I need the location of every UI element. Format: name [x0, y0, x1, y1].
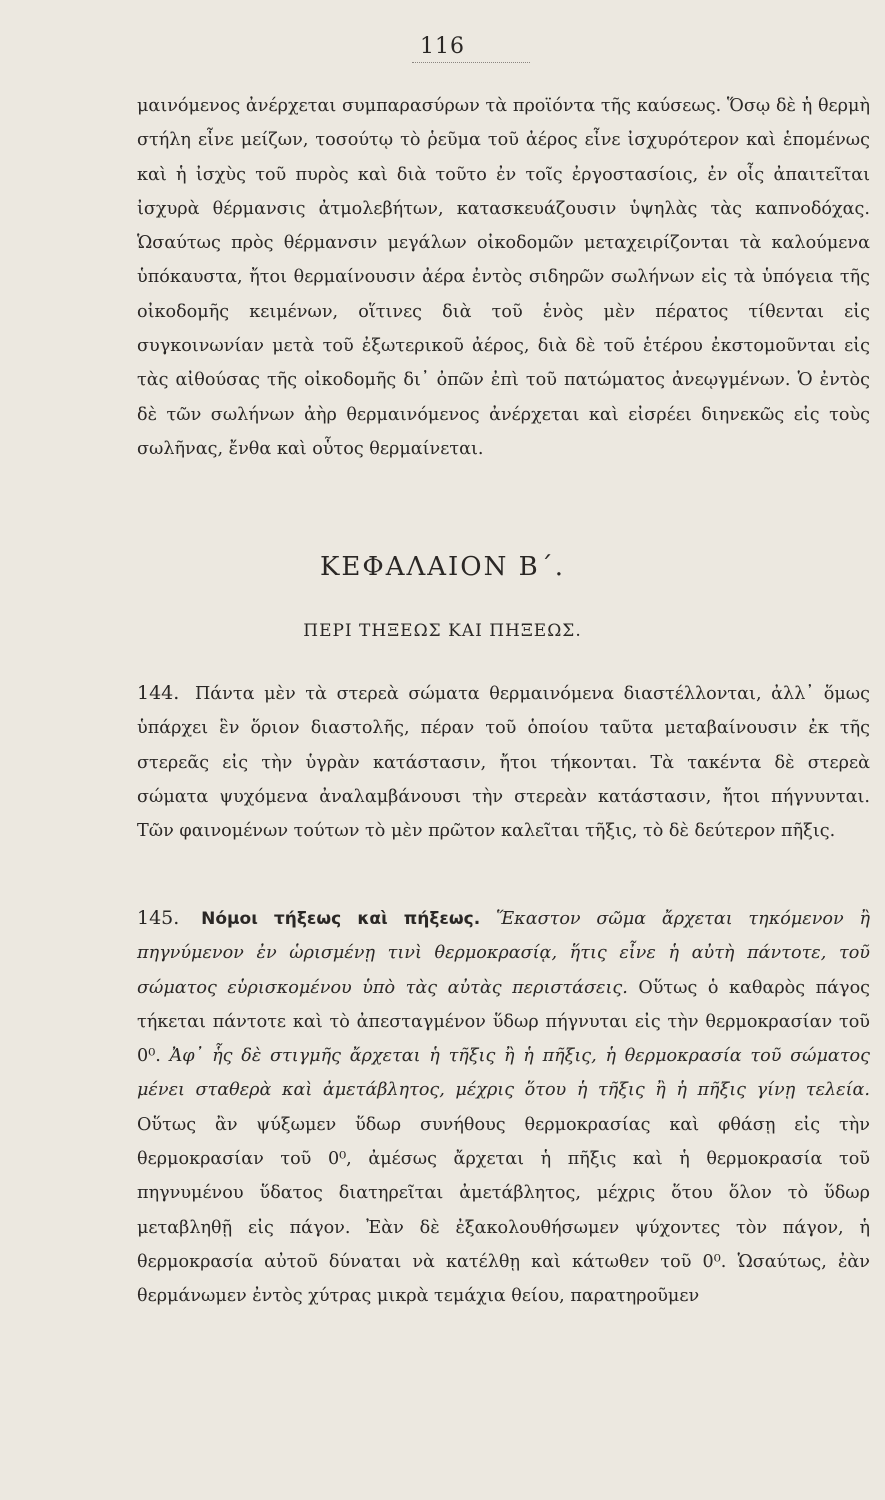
section-145-text-a: Οὕτως ὁ καθαρὸς πάγος τήκεται πάντοτε καὶ τὸ ἀπεσταγμένον ὕδωρ πήγνυται εἰς τὴν θερμοκρασίαν τοῦ 0⁰.	[137, 977, 871, 1067]
chapter-title: ΚΕΦΑΛΑΙΟΝ Β΄.	[319, 552, 566, 582]
section-145-italic-text-b: Ἀφ᾽ ἧς δὲ στιγμῆς ἄρχεται ἡ τῆξις ἢ ἡ πῆξις, ἡ θερμοκρασία τοῦ σώματος μένει σταθερὰ καὶ ἀμετάβλητος, μέχρις ὅτου ἡ τῆξις ἢ ἡ πῆξις γίνῃ τελεία.	[137, 1046, 870, 1101]
section-144-paragraph	[137, 676, 870, 848]
section-144-number: 144.	[137, 682, 180, 704]
page-number: 116	[420, 34, 465, 59]
section-145-number: 145.	[137, 907, 180, 929]
section-145-paragraph	[137, 901, 870, 1314]
section-145-italic-text: Ἕκαστον σῶμα ἄρχεται τηκόμενον ἢ πηγνύμενον ἐν ὡρισμένῃ τινὶ θερμοκρασίᾳ, ἥτις εἶνε ἡ αὐτὴ πάντοτε, τοῦ σώματος εὑρισκομένου ὑπὸ τὰς αὐτὰς περιστάσεις.	[137, 909, 871, 998]
intro-paragraph: μαινόμενος ἀνέρχεται συμπαρασύρων τὰ προϊόντα τῆς καύσεως. Ὅσῳ δὲ ἡ θερμὴ στήλη εἶνε μείζων, τοσούτῳ τὸ ῥεῦμα τοῦ ἀέρος εἶνε ἰσχυρότερον καὶ ἑπομένως καὶ ἡ ἰσχὺς τοῦ πυρὸς καὶ διὰ τοῦτο ἐν τοῖς ἐργοστασίοις, ἐν οἷς ἀπαιτεῖται ἰσχυρὰ θέρμανσις ἀτμολεβήτων, κατασκευάζουσιν ὑψηλὰς τὰς καπνοδόχας. Ὡσαύτως πρὸς θέρμανσιν μεγάλων οἰκοδομῶν μεταχειρίζονται τὰ καλούμενα ὑπόκαυστα, ἤτοι θερμαίνουσιν ἀέρα ἐντὸς σιδηρῶν σωλήνων εἰς τὰ ὑπόγεια τῆς οἰκοδομῆς κειμένων, οἵτινες διὰ τοῦ ἑνὸς μὲν πέρατος τίθενται εἰς συγκοινωνίαν μετὰ τοῦ ἐξωτερικοῦ ἀέρος, διὰ δὲ τοῦ ἑτέρου ἐκστομοῦνται εἰς τὰς αἰθούσας τῆς οἰκοδομῆς δι᾽ ὀπῶν ἐπὶ τοῦ πατώματος ἀνεῳγμένων. Ὁ ἐντὸς δὲ τῶν σωλήνων ἀὴρ θερμαινόμενος ἀνέρχεται καὶ εἰσρέει διηνεκῶς εἰς τοὺς σωλῆνας, ἔνθα καὶ οὗτος θερμαίνεται.	[137, 96, 870, 459]
section-144-text: Πάντα μὲν τὰ στερεὰ σώματα θερμαινόμενα διαστέλλονται, ἀλλ᾽ ὅμως ὑπάρχει ἓν ὅριον διαστολῆς, πέραν τοῦ ὁποίου ταῦτα μεταβαίνουσιν ἐκ τῆς στερεᾶς εἰς τὴν ὑγρὰν κατάστασιν, ἤτοι τήκονται. Τὰ τακέντα δὲ στερεὰ σώματα ψυχόμενα ἀναλαμβάνουσι τὴν στερεὰν κατάστασιν, ἤτοι πήγνυνται. Τῶν φαινομένων τούτων τὸ μὲν πρῶτον καλεῖται τῆξις, τὸ δὲ δεύτερον πῆξις.	[137, 684, 871, 842]
chapter-subtitle: ΠΕΡΙ ΤΗΞΕΩΣ ΚΑΙ ΠΗΞΕΩΣ.	[303, 621, 582, 641]
section-145-text-b: Οὕτως ἂν ψύξωμεν ὕδωρ συνήθους θερμοκρασίας καὶ φθάσῃ εἰς τὴν θερμοκρασίαν τοῦ 0⁰, ἀμέσως ἄρχεται ἡ πῆξις καὶ ἡ θερμοκρασία τοῦ πηγνυμένου ὕδατος διατηρεῖται ἀμετάβλητος, μέχρις ὅτου ὅλον τὸ ὕδωρ μεταβληθῇ εἰς πάγον. Ἐὰν δὲ ἐξακολουθήσωμεν ψύχοντες τὸν πάγον, ἡ θερμοκρασία αὐτοῦ δύναται νὰ κατέλθῃ καὶ κάτωθεν τοῦ 0⁰. Ὡσαύτως, ἐὰν θερμάνωμεν ἐντὸς χύτρας μικρὰ τεμάχια θείου, παρατηροῦμεν	[137, 1114, 870, 1307]
section-145-heading: Νόμοι τήξεως καὶ πήξεως.	[201, 909, 481, 929]
page-number-rule	[412, 62, 530, 63]
